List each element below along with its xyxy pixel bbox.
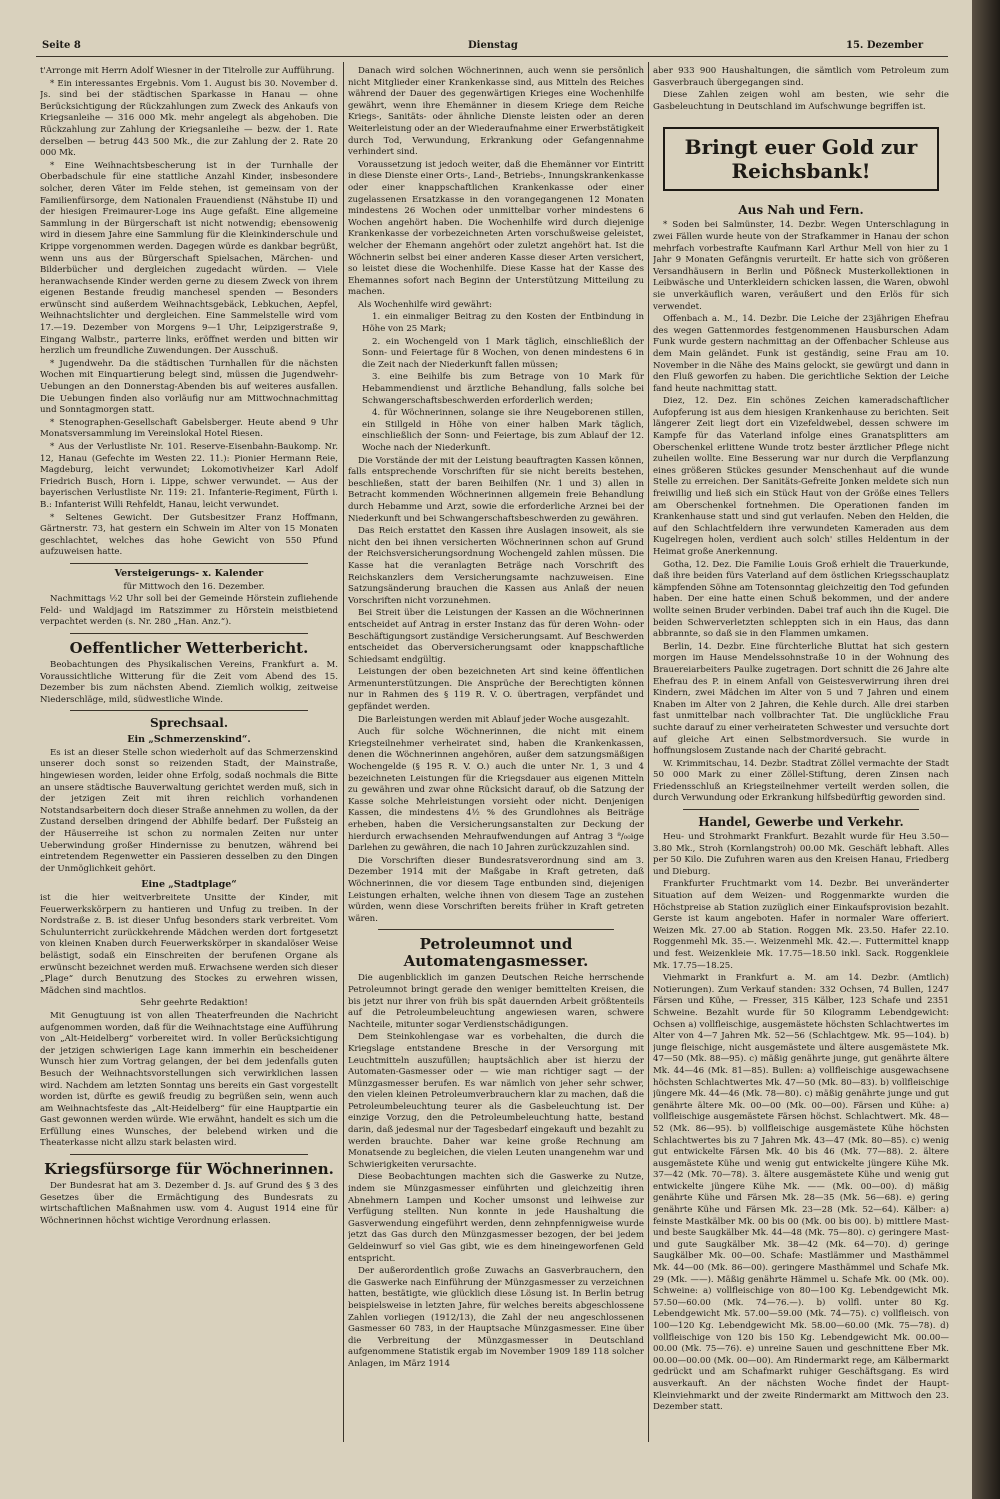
wochenhilfe-text-2: Voraussetzung ist jedoch weiter, daß die Ehemänner vor Eintritt in diese Dienste einer Orts-, Land-, Betriebs-, Innungskrankenkasse oder einer knappschaftlichen Krankenkasse oder einer zugelassenen Ersatzkasse in den vorangegangenen 12 Monaten mindestens 26 Wochen oder unmittelbar vorher mindestens 6 Wochen angehört haben. Die Wochenhilfe wird durch diejenige Krankenkasse der vorbezeichneten Arten vorschußweise geleistet, welcher der Ehemann angehört oder zuletzt angehört hat. Ist die Wöchnerin selbst bei einer anderen Kasse dieser Arten versichert, so leistet diese die Wochenhilfe. Diese Kasse hat der Kasse des Ehemannes sofort nach Beginn der Unterstützung Mitteilung zu machen. <box>348 159 644 298</box>
handel-viehmarkt: Viehmarkt in Frankfurt a. M. am 14. Dezbr. (Amtlich) Notierungen). Zum Verkauf standen: 332 Ochsen, 74 Bullen, 1247 Färsen und Kühe, — Fresser, 315 Kälber, 123 Schafe und 2351 Schweine. Bezahlt wurde für 50 Kilogramm Lebendgewicht: Ochsen a) vollfleischige, ausgemästete höchsten Schlachtwertes im Alter von 4—7 Jahren Mk. 52—56 (Schlachtgew. Mk. 95—104). b) junge fleischige, nicht ausgemästete und ältere ausgemästete Mk. 47—50 (Mk. 88—95). c) mäßig genährte junge, gut genährte ältere Mk. 44—46 (Mk. 81—85). Bullen: a) vollfleischige ausgewachsene höchsten Schlachtwertes Mk. 47—50 (Mk. 80—83). b) vollfleischige jüngere Mk. 44—46 (Mk. 78—80). c) mäßig genährte junge und gut genährte ältere Mk. 00—00 (Mk. 00—00). Färsen und Kühe: a) vollfleischige ausgemästete Färsen höchst. Schlachtwert. Mk. 48—52 (Mk. 86—95). b) vollfleischige ausgemästete Kühe höchsten Schlachtwertes bis zu 7 Jahren Mk. 43—47 (Mk. 80—85). c) wenig gut entwickelte Färsen Mk. 40 bis 46 (Mk. 77—88). 2. ältere ausgemästete Kühe und wenig gut entwickelte jüngere Kühe Mk. 37—42 (Mk. 70—78). 3. ältere ausgemästete Kühe und wenig gut entwickelte jüngere Kühe Mk. —— (Mk. 00—00). d) mäßig genährte Kühe und Färsen Mk. 28—35 (Mk. 56—68). e) gering genährte Kühe und Färsen Mk. 23—28 (Mk. 52—64). Kälber: a) feinste Mastkälber Mk. 00 bis 00 (Mk. 00 bis 00). b) mittlere Mast- und beste Saugkälber Mk. 44—48 (Mk. 75—80). c) geringere Mast- und gute Saugkälber Mk. 38—42 (Mk. 64—70). d) geringe Saugkälber Mk. 00—00. Schafe: Mastlämmer und Masthämmel Mk. 44—00 (Mk. 86—00). geringere Masthämmel und Schafe Mk. 29 (Mk. ——). Mäßig genährte Hämmel u. Schafe Mk. 00 (Mk. 00). Schweine: a) vollfleischige von 80—100 Kg. Lebendgewicht Mk. 57.50—60.00 (Mk. 74—76.—). b) vollfl. unter 80 Kg. Lebendgewicht Mk. 57.00—59.00 (Mk. 74—75). c) vollfleisch. von 100—120 Kg. Lebendgewicht Mk. 58.00—60.00 (Mk. 75—78). d) vollfleischige von 120 bis 150 Kg. Lebendgewicht Mk. 00.00—00.00 (Mk. 75—76). e) unreine Sauen und geschnittene Eber Mk. 00.00—00.00 (Mk. 00—00). Am Rindermarkt rege, am Kälbermarkt gedrückt und am Schafmarkt ruhiger Geschäftsgang. Es wird ausverkauft. An der nächsten Woche findet der Haupt-Kleinviehmarkt und der zweite Rindermarkt am Mittwoch den 23. Dezember statt. <box>653 973 949 1413</box>
page-header <box>0 40 972 54</box>
wochenhilfe-list-item: 4. für Wöchnerinnen, solange sie ihre Neugeborenen stillen, ein Stillgeld in Höhe von einer halben Mark täglich, einschließlich der Sonn- und Feiertage, bis zum Ablauf der 12. Woche nach der Niederkunft. <box>362 408 644 453</box>
news-gotha: Gotha, 12. Dez. Die Familie Louis Groß erhielt die Trauerkunde, daß ihre beiden fürs Vaterland auf dem östlichen Kriegsschauplatz kämpfenden Söhne am Totensonntag gleichzeitig den Tod gefunden haben. Der eine hatte einen Schuß bekommen, und der andere wollte seinen Bruder verbinden. Dabei traf auch ihn die Kugel. Die beiden Schwerverletzten schleppten sich in ein Haus, das dann abbrannte, so daß sie in den Flammen umkamen. <box>653 559 949 640</box>
wochenhilfe-text-1: Danach wird solchen Wöchnerinnen, auch wenn sie persönlich nicht Mitglieder einer Krankenkasse sind, aus Mitteln des Reiches während der Dauer des gegenwärtigen Krieges eine Wochenhilfe gewährt, wenn ihre Ehemänner in diesem Kriege dem Reiche Kriegs-, Sanitäts- oder ähnliche Dienste leisten oder an deren Weiterleistung oder an der Wiederaufnahme einer Erwerbstätigkeit durch Tod, Verwundung, Erkrankung oder Gefangennahme verhindert sind. <box>348 66 644 158</box>
petroleum-text-3: Diese Beobachtungen machten sich die Gaswerke zu Nutze, indem sie Münzgasmesser einführten und gleichzeitig ihren Abnehmern Lampen und Kocher umsonst und leihweise zur Verfügung stellten. Nun konnte in jede Haushaltung die Gasverwendung eingeführt werden, denn zehnpfennigweise wurde jetzt das Gas durch den Münzgasmesser bezogen, der bei jedem Geldeinwurf so viel Gas gibt, wie es dem hineingeworfenen Geld entspricht. <box>348 1172 644 1264</box>
news-soden: * Soden bei Salmünster, 14. Dezbr. Wegen Unterschlagung in zwei Fällen wurde heute von der Strafkammer in Hanau der schon mehrfach vorbestrafte Kaufmann Karl Arthur Mell von hier zu 1 Jahr 9 Monaten Gefängnis verurteilt. Er hatte sich von größeren Versandhäusern in Berlin und Pößneck Musterkollektionen in Leibwäsche und Unterkleidern schicken lassen, die Waren, obwohl sie unverkäuflich waren, veräußert und den Erlös für sich verwendet. <box>653 220 949 312</box>
column-3 <box>653 66 949 1444</box>
article-stenographen: * Stenographen-Gesellschaft Gabelsberger. Heute abend 9 Uhr Monatsversammlung im Vereinslokal Hotel Riesen. <box>40 417 338 440</box>
petroleum-conclusion: Diese Zahlen zeigen wohl am besten, wie sehr die Gasbeleuchtung in Deutschland im Aufschwunge begriffen ist. <box>653 90 949 112</box>
wochenhilfe-text-6: Bei Streit über die Leistungen der Kassen an die Wöchnerinnen entscheidet auf Antrag in erster Instanz das für deren Wohn- oder Beschäftigungsort zuständige Versicherungsamt. Auf Beschwerden entscheidet das Oberversicherungsamt oder knappschaftliche Schiedsamt endgültig. <box>348 608 644 665</box>
article-gewicht: * Seltenes Gewicht. Der Gutsbesitzer Franz Hoffmann, Gärtnerstr. 73, hat gestern ein Schwein im Alter von 15 Monaten geschlachtet, welches das hohe Gewicht von 550 Pfund aufzuweisen hatte. <box>40 512 338 558</box>
news-berlin: Berlin, 14. Dezbr. Eine fürchterliche Bluttat hat sich gestern morgen im Hause Mendelssohnstraße 10 in der Wohnung des Brauereiarbeiters Paulke zugetragen. Dort schnitt die 26 Jahre alte Ehefrau des P. in einem Anfall von Geistesverwirrung ihren drei Kindern, zwei Mädchen im Alter von 5 und 7 Jahren und einem Knaben im Alter von 2 Jahren, die Kehle durch. Alle drei starben fast unmittelbar nach vollbrachter Tat. Die unglückliche Frau suchte darauf zu einer verheirateten Schwester und versuchte dort auf gleiche Art einen Selbstmordversuch. Sie wurde in hoffnungslosem Zustande nach der Charité gebracht. <box>653 641 949 757</box>
gold-banner: Bringt euer Gold zur Reichsbank! <box>663 127 939 191</box>
news-krimmitschau: W. Krimmitschau, 14. Dezbr. Stadtrat Zöllel vermachte der Stadt 50 000 Mark zu einer Zöllel-Stiftung, deren Zinsen nach Friedensschluß an Kriegsteilnehmer verteilt werden sollen, die durch Verwundung oder Erkrankung hilfsbedürftig geworden sind. <box>653 758 949 804</box>
wetter-text: Beobachtungen des Physikalischen Vereins, Frankfurt a. M. Voraussichtliche Witterung für die Zeit vom Abend des 15. Dezember bis zum nächsten Abend. Ziemlich wolkig, zeitweise Niederschläge, mild, südwestliche Winde. <box>40 659 338 705</box>
page-number: Seite 8 <box>42 40 81 51</box>
wochenhilfe-text-10: Die Vorschriften dieser Bundesratsverordnung sind am 3. Dezember 1914 mit der Maßgabe in Kraft getreten, daß Wöchnerinnen, die vor diesem Tage entbunden sind, diejenigen Leistungen erhalten, welche ihnen von diesem Tage an zustehen würden, wenn diese Vorschriften bereits früher in Kraft getreten wären. <box>348 855 644 924</box>
date-header: 15. Dezember <box>846 40 924 51</box>
handel-heu-stroh: Heu- und Strohmarkt Frankfurt. Bezahlt wurde für Heu 3.50—3.80 Mk., Stroh (Kornlangstroh) 00.00 Mk. Geschäft lebhaft. Alles per 50 Kilo. Die Zufuhren waren aus den Kreisen Hanau, Friedberg und Dieburg. <box>653 832 949 877</box>
article-verlustliste: * Aus der Verlustliste Nr. 101. Reserve-Eisenbahn-Baukomp. Nr. 12, Hanau (Gefechte im Westen 22. 11.): Pionier Hermann Reie, Magdeburg, leicht verwundet; Lokomotivheizer Karl Adolf Friedrich Busch, Horn i. Lippe, schwer verwundet. — Aus der bayerischen Verlustliste Nr. 119: 21. Infanterie-Regiment, Fürth i. B.: Infanterist Willi Rehfeldt, Hanau, leicht verwundet. <box>40 442 338 510</box>
column-rule-1 <box>343 62 344 1442</box>
article-text: t'Arronge mit Herrn Adolf Wiesner in der Titelrolle zur Aufführung. <box>40 66 335 76</box>
sprechsaal-subheading-1: Ein „Schmerzenskind“. <box>127 734 251 746</box>
wochenhilfe-text-8: Die Barleistungen werden mit Ablauf jeder Woche ausgezahlt. <box>358 714 630 725</box>
sprechsaal-text-3: Mit Genugtuung ist von allen Theaterfreunden die Nachricht aufgenommen worden, daß für die Weihnachtstage eine Aufführung von „Alt-Heidelberg“ vorbereitet wird. In voller Berücksichtigung der jetzigen schwierigen Lage kann immerhin ein bescheidener Wunsch hier zum Vortrag gelangen, der bei dem jedenfalls guten Besuch der Weihnachtsvorstellungen sich verwirklichen lassen wird. Nachdem am letzten Sonntag uns bereits ein Gast vorgestellt worden ist, dürfte es gewiß freudig zu begrüßen sein, wenn auch am Weihnachtsfeste das „Alt-Heidelberg“ für eine Hauptpartie ein Gast gewonnen werden würde. Wie erwähnt, handelt es sich um die Erfüllung eines Wunsches, der belebend wirken und die Theaterkasse nicht allzu stark belasten wird. <box>40 1010 338 1149</box>
divider <box>70 710 308 711</box>
divider <box>70 633 308 634</box>
petroleum-continued: aber 933 900 Haushaltungen, die sämtlich vom Petroleum zum Gasverbrauch übergegangen sind. <box>653 66 949 88</box>
wochenhilfe-text-5: Das Reich erstattet den Kassen ihre Auslagen insoweit, als sie nicht den bei ihnen versicherten Wöchnerinnen schon auf Grund der Reichsversicherungsordnung Wochengeld zahlen müssen. Die Kasse hat die veranlagten Beträge nach Vorschrift des Reichskanzlers dem Versicherungsamte nachzuweisen. Eine Satzungsänderung brauchen die Kassen aus Anlaß der neuen Vorschriften nicht vorzunehmen. <box>348 526 644 606</box>
petroleum-text-2: Dem Steinkohlengase war es vorbehalten, die durch die Kriegslage entstandene Bresche in der Versorgung mit Leuchtmitteln auszufüllen; hauptsächlich aber ist hierzu der Automaten-Gasmesser oder — wie man richtiger sagt — der Münzgasmesser berufen. Es war nämlich von jeher sehr schwer, den vielen kleinen Petroleumverbrauchern klar zu machen, daß die Petroleumbeleuchtung teurer als die Gasbeleuchtung ist. Der einzige Vorzug, den die Petroleumbeleuchtung hatte, bestand darin, daß jedesmal nur der Tagesbedarf eingekauft und bezahlt zu werden brauchte. Daher war keine große Rechnung am Monatsende zu begleichen, die vielen Leuten unangenehm war und Schwierigkeiten verursachte. <box>348 1032 644 1170</box>
petroleum-heading: Petroleumnot und Automatengasmesser. <box>403 935 589 971</box>
handel-heading: Handel, Gewerbe und Verkehr. <box>698 815 904 830</box>
kriegsfuersorge-text: Der Bundesrat hat am 3. Dezember d. Js. auf Grund des § 3 des Gesetzes über die Ermächtigung des Bundesrats zu wirtschaftlichen Maßnahmen usw. vom 4. August 1914 eine für Wöchnerinnen höchst wichtige Verordnung erlassen. <box>40 1181 338 1226</box>
divider <box>70 1154 308 1155</box>
wochenhilfe-text-7: Leistungen der oben bezeichneten Art sind keine öffentlichen Armenunterstützungen. Die Ansprüche der Berechtigten können nur in Rahmen des § 119 R. V. O. übertragen, verpfändet und gepfändet werden. <box>348 667 644 713</box>
handel-fruchtmarkt: Frankfurter Fruchtmarkt vom 14. Dezbr. Bei unveränderter Situation auf dem Weizen- und Roggenmarkte wurden die Höchstpreise ab Station zuzüglich einer Einkaufsprovision bezahlt. Gerste ist kaum angeboten. Hafer in normaler Ware offeriert. Weizen Mk. 27.00 ab Station. Roggen Mk. 23.50. Hafer 22.10. Roggenmehl Mk. 35.—. Weizenmehl Mk. 42.—. Futtermittel knapp und fest. Weizenkleie Mk. 17.75—18.50 inkl. Sack. Roggenkleie Mk. 17.75—18.25. <box>653 879 949 971</box>
article-weihnachtsbescherung: * Eine Weihnachtsbescherung ist in der Turnhalle der Oberbadschule für eine stattliche Anzahl Kinder, insbesondere solcher, deren Väter im Felde stehen, ist gemeinsam von der Familienfürsorge, dem Nationalen Frauendienst (Nähstube II) und der hiesigen Freimaurer-Loge ins Auge gefaßt. Eine allgemeine Sammlung in der Bürgerschaft ist nicht notwendig; ebensowenig wird in diesem Jahre eine Sammlung für die Kleinkinderschule und Krippe vorgenommen werden. Dagegen würde es dankbar begrüßt, wenn uns aus der Bürgerschaft Spielsachen, Märchen- und Bilderbücher und dergleichen zugedacht würden. — Viele heranwachsende Kinder werden gerne zu diesem Zweck von ihrem eigenen Bestande freudig manchesel spenden — Besonders erwünscht sind außerdem Weihnachtsgebäck, Lebkuchen, Aepfel, Weihnachtslichter und dergleichen. Eine Sammelstelle wird vom 17.—19. Dezember von Morgens 9—1 Uhr, Leipzigerstraße 9, Eingang Walbstr., parterre links, eröffnet werden und bitten wir herzlich um freundliche Zuwendungen. Der Ausschuß. <box>40 160 338 357</box>
wochenhilfe-text-4: Die Vorstände der mit der Leistung beauftragten Kassen können, falls entsprechende Vorschriften für sie nicht bereits bestehen, beschließen, statt der baren Beihilfen (Nr. 1 und 3) allen in Betracht kommenden Wöchnerinnen allgemein freie Behandlung durch Hebamme und Arzt, sowie die erforderliche Arznei bei der Niederkunft und bei Schwangerschaftsbeschwerden zu gewähren. <box>348 455 644 524</box>
petroleum-text-4: Der außerordentlich große Zuwachs an Gasverbrauchern, den die Gaswerke nach Einführung der Münzgasmesser zu verzeichnen hatten, bestätigte, wie glücklich diese Lösung ist. In Berlin betrug beispielsweise in letzten Jahre, für welches bereits abgeschlossene Zahlen vorliegen (1912/13), die Zahl der neu angeschlossenen Gasmesser 60 783, in der Hauptsache Münzgasmesser. Eine über die Verbreitung der Münzgasmesser in Deutschland aufgenommene Statistik ergab im November 1909 189 118 solcher Anlagen, im März 1914 <box>348 1266 644 1369</box>
news-offenbach: Offenbach a. M., 14. Dezbr. Die Leiche der 23jährigen Ehefrau des wegen Gattenmordes festgenommenen Hausburschen Adam Funk wurde gestern nachmittag an der Offenbacher Schleuse aus dem Main geländet. Funk ist geständig, seine Frau am 10. November in die Nähe des Mains gelockt, sie gewürgt und dann in den Fluß geworfen zu haben. Die gerichtliche Sektion der Leiche fand heute nachmittag statt. <box>653 314 949 394</box>
kalender-text: Nachmittags ½2 Uhr soll bei der Gemeinde Hörstein zufliehende Feld- und Waldjagd im Ratszimmer zu Hörstein meistbietend verpachtet werden (s. Nr. 280 „Han. Anz.“). <box>40 594 338 628</box>
wochenhilfe-list-item: 2. ein Wochengeld von 1 Mark täglich, einschließlich der Sonn- und Feiertage für 8 Wochen, von denen mindestens 6 in die Zeit nach der Niederkunft fallen müssen; <box>362 336 644 370</box>
sprechsaal-subheading-2: Eine „Stadtplage“ <box>141 879 237 891</box>
weekday: Dienstag <box>468 40 518 51</box>
wochenhilfe-text-9: Auch für solche Wöchnerinnen, die nicht mit einem Kriegsteilnehmer verheiratet sind, haben die Krankenkassen, denen die Wöchnerinnen angehören, außer dem satzungsmäßigen Wochengelde (§ 195 R. V. O.) auch die unter Nr. 1, 3 und 4 bezeichneten Leistungen für die Kriegsdauer aus eigenen Mitteln zu gewähren und zwar ohne Rücksicht darauf, ob die Satzung der Kasse solche Mehrleistungen vorsieht oder nicht. Denjenigen Kassen, die mindestens 4½ % des Grundlohnes als Beiträge erheben, haben die Versicherungsanstalten zur Deckung der hierdurch erwachsenden Mehraufwendungen auf Antrag 3 ⁸/₀₀ige Darlehen zu gewähren, die nach 10 Jahren zurückzuzahlen sind. <box>348 727 644 854</box>
wetter-heading: Oeffentlicher Wetterbericht. <box>69 638 309 657</box>
book-binding-edge <box>972 0 1000 1499</box>
sprechsaal-letter-salutation: Sehr geehrte Redaktion! <box>140 998 248 1009</box>
kalender-heading: Versteigerungs- x. Kalender <box>114 567 264 579</box>
kalender-subheading: für Mittwoch den 16. Dezember. <box>123 581 265 592</box>
kriegsfuersorge-heading: Kriegsfürsorge für Wöchnerinnen. <box>44 1160 334 1179</box>
wochenhilfe-text-3: Als Wochenhilfe wird gewährt: <box>358 299 493 310</box>
sprechsaal-text-2: ist die hier weitverbreitete Unsitte der Kinder, mit Feuerwerkskörpern zu hantieren und Unfug zu treiben. In der Nordstraße z. B. ist dieser Unfug besonders stark verbreitet. Vom Schulunterricht zurückkehrende Mädchen werden dort fortgesetzt von kleinen Knaben durch Feuerwerkskörper in skandalöser Weise belästigt, sodaß ein Einschreiten der berufenen Organe als erwünscht bezeichnet werden muß. Erwachsene werden sich dieser „Plage“ durch Benutzung des Stockes zu erwehren wissen, Mädchen sind machtlos. <box>40 893 338 996</box>
divider <box>378 929 614 930</box>
column-2 <box>348 66 644 1444</box>
column-rule-2 <box>648 62 649 1442</box>
sprechsaal-text-1: Es ist an dieser Stelle schon wiederholt auf das Schmerzenskind unserer doch sonst so reizenden Stadt, der Mainstraße, hingewiesen worden, leider ohne Erfolg, sodaß nochmals die Bitte an unsere städtische Bauverwaltung gerichtet werden muß, sich in der jetzigen Zeit mit ihren reichlich vorhandenen Notstandsarbeitern doch dieser Straße annehmen zu wollen, da der Zustand derselben dringend der Abhilfe bedarf. Der Fußsteig an der Häuserreihe ist schon zu normalen Zeiten nur unter Ueberwindung großer Hindernisse zu benutzen, während bei eintretendem Regenwetter ein Passieren desselben zu den Dingen der Unmöglichkeit gehört. <box>40 747 338 874</box>
header-rule <box>36 56 948 57</box>
divider <box>70 563 308 564</box>
wochenhilfe-list-item: 1. ein einmaliger Beitrag zu den Kosten der Entbindung in Höhe von 25 Mark; <box>362 312 644 335</box>
aus-nah-und-fern-heading: Aus Nah und Fern. <box>738 203 864 218</box>
sprechsaal-heading: Sprechsaal. <box>149 716 229 731</box>
news-diez: Diez, 12. Dez. Ein schönes Zeichen kameradschaftlicher Aufopferung ist aus dem hiesigen Krankenhause zu berichten. Seit längerer Zeit liegt dort ein Vizefeldwebel, dessen schwere im Kampfe für das Vaterland infolge eines Granatsplitters am Oberschenkel erlittene Wunde trotz bester ärztlicher Pflege nicht zuheilen wollte. Eine Besserung war nur durch die Verpflanzung eines größeren Stückes gesunder Menschenhaut auf die wunde Stelle zu erreichen. Der Sanitäts-Gefreite Jonken meldete sich nun freiwillig und ließ sich ein Stück Haut von der Größe eines Tellers am Oberschenkel fortnehmen. Die Operationen fanden im Krankenhause statt und sind gut verlaufen. Neben den Helden, die auf den Schlachtfeldern ihre verwundeten Kameraden aus dem Kugelregen holen, verdient auch solch' stilles Heldentum in der Heimat große Anerkennung. <box>653 396 949 557</box>
article-ergebnis: * Ein interessantes Ergebnis. Vom 1. August bis 30. November d. Js. sind bei der städtischen Sparkasse in Hanau — ohne Berücksichtigung der Rückzahlungen zum Zweck des Ankaufs von Kriegsanleihe — 316 000 Mk. mehr angelegt als abgehoben. Die Rückzahlung zur Zahlung der Kriegsanleihe — bezw. der 1. Rate derselben — betrug 443 500 Mk., die zur Zahlung der 2. Rate 20 000 Mk. <box>40 78 338 159</box>
article-jugendwehr: * Jugendwehr. Da die städtischen Turnhallen für die nächsten Wochen mit Einquartierung belegt sind, müssen die Jugendwehr-Uebungen an den Donnerstag-Abenden bis auf weiteres ausfallen. Die Uebungen finden also vorläufig nur am Mittwochnachmittag und Sonntagmorgen statt. <box>40 358 338 416</box>
petroleum-text-1: Die augenblicklich im ganzen Deutschen Reiche herrschende Petroleumnot bringt gerade den weniger bemittelten Kreisen, die bis jetzt nur ihrer von früh bis spät dauernden Arbeit größtenteils auf die Petroleumbeleuchtung angewiesen waren, schwere Nachteile, mitunter sogar Verdienstschädigungen. <box>348 973 644 1030</box>
column-1 <box>40 66 338 1444</box>
divider <box>683 809 919 810</box>
wochenhilfe-list-item: 3. eine Beihilfe bis zum Betrage von 10 Mark für Hebammendienst und ärztliche Behandlung, falls solche bei Schwangerschaftsbeschwerden erforderlich werden; <box>362 372 644 406</box>
